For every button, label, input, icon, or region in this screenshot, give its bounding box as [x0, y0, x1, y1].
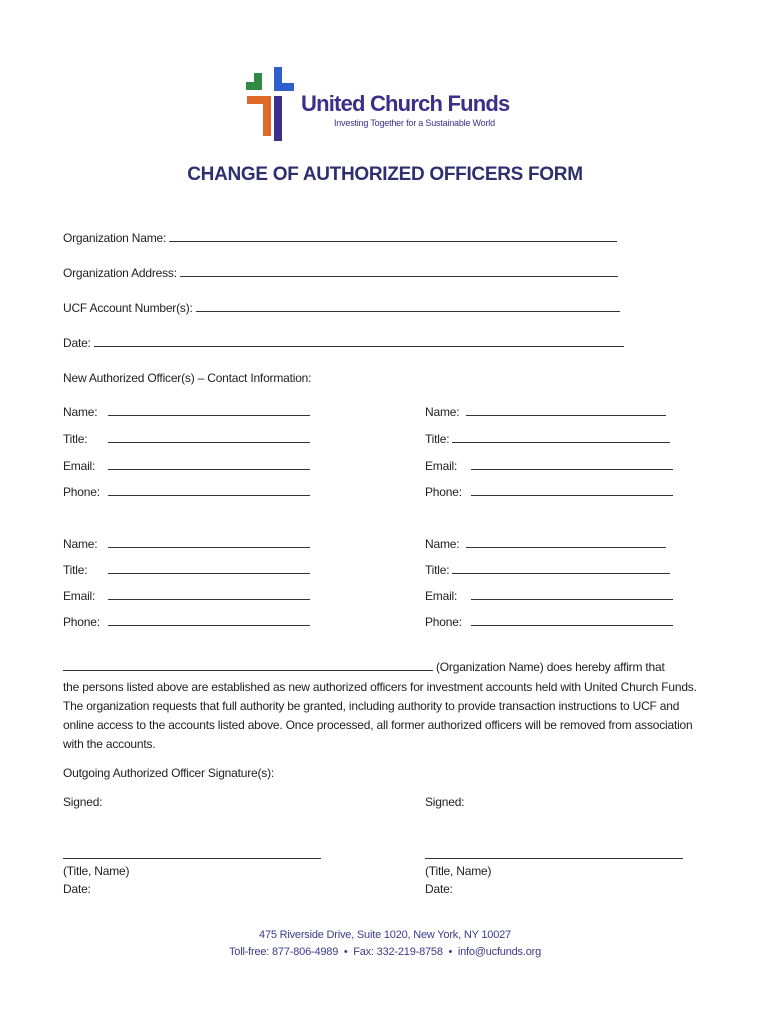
footer-contact: Toll-free: 877-806-4989 • Fax: 332-219-8758 • info@ucfunds.org: [228, 946, 542, 958]
logo: [246, 67, 516, 142]
officer2-email-label: Email:: [425, 459, 458, 473]
date-label: Date:: [63, 336, 91, 350]
officer2-title-field[interactable]: [452, 432, 670, 443]
signed-label-left: Signed:: [63, 795, 103, 809]
officer2-phone-label: Phone:: [425, 485, 462, 499]
officer1-phone-field[interactable]: [108, 485, 310, 496]
signature-line-left[interactable]: [63, 848, 321, 859]
officer3-name-label: Name:: [63, 537, 98, 551]
officer2-phone-field[interactable]: [471, 485, 673, 496]
affirm-tail: (Organization Name) does hereby affirm that: [436, 660, 665, 674]
logo-name: United Church Funds: [301, 91, 510, 116]
account-row: [63, 301, 620, 315]
officer4-name-label: Name:: [425, 537, 460, 551]
officer3-email-field[interactable]: [108, 589, 310, 600]
officer3-email-label: Email:: [63, 589, 96, 603]
signed-label-right: Signed:: [425, 795, 465, 809]
officer4-phone-field[interactable]: [471, 615, 673, 626]
page-title: CHANGE OF AUTHORIZED OFFICERS FORM: [187, 164, 583, 185]
officer3-title-label: Title:: [63, 563, 88, 577]
officer2-title-label: Title:: [425, 432, 450, 446]
officer4-email-label: Email:: [425, 589, 458, 603]
officer4-title-field[interactable]: [452, 563, 670, 574]
cross-logo-icon: [246, 67, 296, 142]
contact-heading: New Authorized Officer(s) – Contact Information:: [63, 371, 312, 385]
title-name-right: (Title, Name): [425, 864, 492, 878]
officer3-name-field[interactable]: [108, 537, 310, 548]
officer1-phone-label: Phone:: [63, 485, 100, 499]
officer1-title-label: Title:: [63, 432, 88, 446]
officer1-email-field[interactable]: [108, 459, 310, 470]
title-name-left: (Title, Name): [63, 864, 130, 878]
officer1-name-field[interactable]: [108, 405, 310, 416]
officer2-name-label: Name:: [425, 405, 460, 419]
date-field[interactable]: [94, 336, 624, 347]
officer1-title-field[interactable]: [108, 432, 310, 443]
account-field[interactable]: [196, 301, 620, 312]
org-address-row: [63, 266, 618, 280]
org-name-row: [63, 231, 617, 245]
officer4-email-field[interactable]: [471, 589, 673, 600]
affirm-body: the persons listed above are established as new authorized officers for investment accounts held with United Church Funds. The organization requests that full authority be granted, including authority to provide transaction instructions to UCF and online access to the accounts listed above. Once processed, all former authorized officers will be removed from association with the accounts.: [63, 680, 697, 751]
officer4-phone-label: Phone:: [425, 615, 462, 629]
officer2-email-field[interactable]: [471, 459, 673, 470]
signature-line-right[interactable]: [425, 848, 683, 859]
affirm-org-name-field[interactable]: [63, 660, 433, 671]
officer4-name-field[interactable]: [466, 537, 666, 548]
org-name-label: Organization Name:: [63, 231, 167, 245]
officer3-title-field[interactable]: [108, 563, 310, 574]
org-address-label: Organization Address:: [63, 266, 177, 280]
account-label: UCF Account Number(s):: [63, 301, 193, 315]
officer2-name-field[interactable]: [466, 405, 666, 416]
org-address-field[interactable]: [180, 266, 618, 277]
outgoing-heading: Outgoing Authorized Officer Signature(s):: [63, 766, 275, 780]
org-name-field[interactable]: [169, 231, 617, 242]
footer-address: 475 Riverside Drive, Suite 1020, New York, NY 10027: [259, 929, 511, 941]
officer1-email-label: Email:: [63, 459, 96, 473]
officer1-name-label: Name:: [63, 405, 98, 419]
sig-date-right: Date:: [425, 882, 453, 896]
date-row: [63, 336, 624, 350]
officer3-phone-field[interactable]: [108, 615, 310, 626]
sig-date-left: Date:: [63, 882, 91, 896]
logo-tagline: Investing Together for a Sustainable World: [334, 118, 495, 128]
officer4-title-label: Title:: [425, 563, 450, 577]
officer3-phone-label: Phone:: [63, 615, 100, 629]
